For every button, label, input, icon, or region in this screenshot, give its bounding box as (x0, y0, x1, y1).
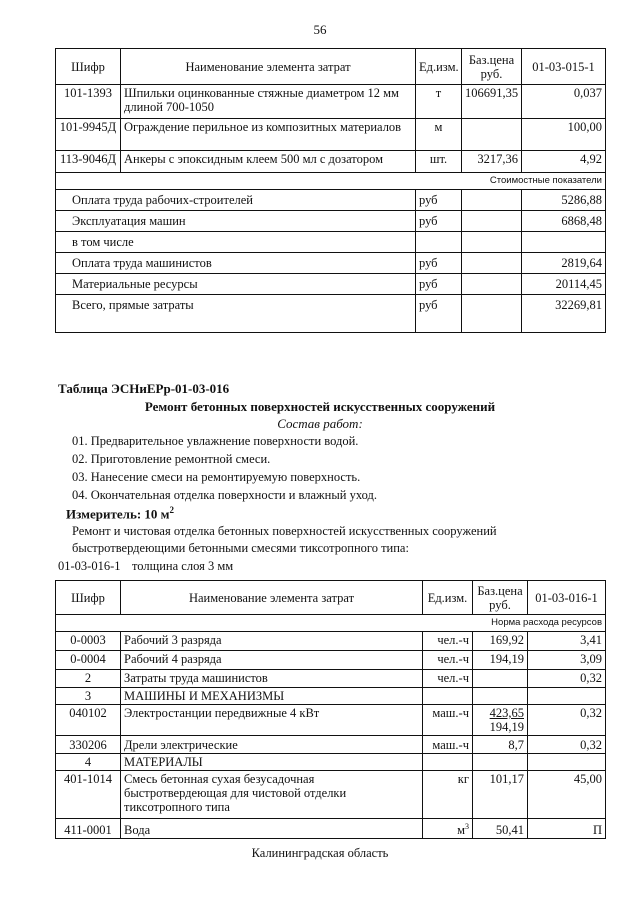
col-name: Наименование элемента затрат (121, 49, 416, 85)
table-row: 330206 Дрели электрические маш.-ч 8,7 0,32 (56, 736, 606, 754)
description-line: Ремонт и чистовая отделка бетонных поверхностей искусственных сооружений (72, 524, 497, 538)
table-row: 113-9046Д Анкеры с эпоксидным клеем 500 мл с дозатором шт. 3217,36 4,92 (56, 151, 606, 173)
col-code: Шифр (56, 49, 121, 85)
group-header-row: 3 МАШИНЫ И МЕХАНИЗМЫ (56, 688, 606, 705)
table-row: 101-1393 Шпильки оцинкованные стяжные диаметром 12 мм длиной 700-1050 т 106691,35 0,037 (56, 85, 606, 119)
table-row: 040102 Электростанции передвижные 4 кВт маш.-ч 423,65 194,19 0,32 (56, 705, 606, 736)
col-norm: 01-03-015-1 (522, 49, 606, 85)
norm-label-row: Норма расхода ресурсов (56, 615, 606, 632)
col-unit: Ед.изм. (416, 49, 462, 85)
cost-row: в том числе (56, 232, 606, 253)
cost-row: Оплата труда рабочих-строителей руб 5286,88 (56, 190, 606, 211)
cost-row: Материальные ресурсы руб 20114,45 (56, 274, 606, 295)
resource-table-015 (55, 48, 606, 333)
cost-row: Эксплуатация машин руб 6868,48 (56, 211, 606, 232)
work-step: 04. Окончательная отделка поверхности и влажный уход. (72, 488, 377, 502)
meter-label: Измеритель: 10 $м^2$ (66, 505, 175, 522)
table-row: 2 Затраты труда машинистов чел.-ч 0,32 (56, 670, 606, 688)
col-code: Шифр (56, 581, 121, 615)
section-subtitle: Ремонт бетонных поверхностей искусственных сооружений (144, 399, 496, 414)
table-row: 401-1014 Смесь бетонная сухая безусадочная быстротвердеющая для чистовой отделки тиксотропного типа кг 101,17 45,00 (56, 771, 606, 819)
group-header-row: 4 МАТЕРИАЛЫ (56, 754, 606, 771)
col-unit: Ед.изм. (423, 581, 473, 615)
description-line: быстротвердеющими бетонными смесями тиксотропного типа: (72, 541, 409, 555)
work-step: 01. Предварительное увлажнение поверхности водой. (72, 434, 359, 448)
page-footer: Калининградская область (251, 846, 389, 860)
composition-heading: Состав работ: (277, 416, 363, 431)
col-price: Баз.цена руб. (462, 49, 522, 85)
table-header-row (56, 49, 606, 85)
col-name: Наименование элемента затрат (121, 581, 423, 615)
table-row: 0-0003 Рабочий 3 разряда чел.-ч 169,92 3,41 (56, 632, 606, 651)
work-step: 02. Приготовление ремонтной смеси. (72, 452, 271, 466)
table-row: 101-9945Д Ограждение перильное из композитных материалов м 100,00 (56, 119, 606, 151)
work-step: 03. Нанесение смеси на ремонтируемую поверхность. (72, 470, 361, 484)
table-title: Таблица ЭСНиЕРр-01-03-016 (58, 381, 230, 396)
cost-row: Оплата труда машинистов руб 2819,64 (56, 253, 606, 274)
table-header-row (56, 581, 606, 615)
resource-table-016 (55, 580, 606, 839)
table-row: 411-0001 Вода $м^3$ 50,41 П (56, 819, 606, 839)
page-number: 56 (313, 22, 327, 37)
cost-row: Всего, прямые затраты руб 32269,81 (56, 295, 606, 333)
variant-code: 01-03-016-1 (58, 559, 121, 573)
col-price: Баз.цена руб. (473, 581, 528, 615)
variant-text: толщина слоя 3 мм (132, 559, 234, 573)
col-norm: 01-03-016-1 (528, 581, 606, 615)
table-row: 0-0004 Рабочий 4 разряда чел.-ч 194,19 3,09 (56, 651, 606, 670)
cost-label-row: Стоимостные показатели (56, 173, 606, 190)
